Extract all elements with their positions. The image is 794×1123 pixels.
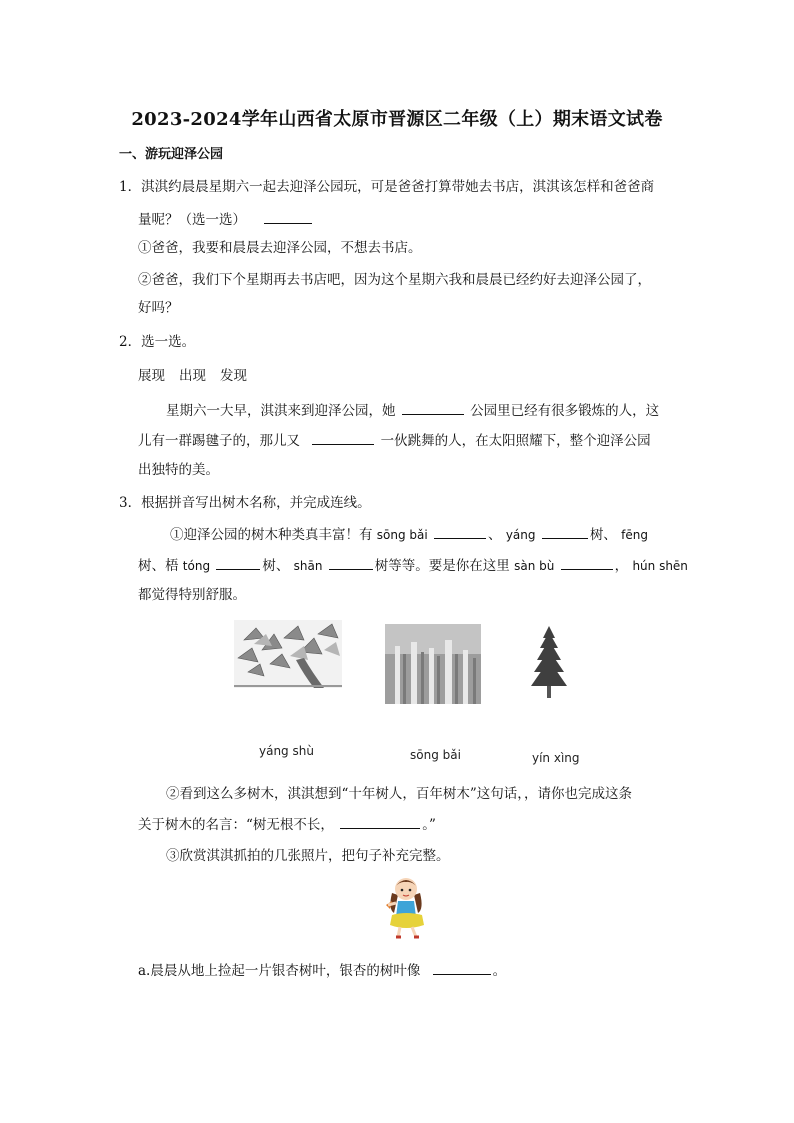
pinyin-tong: tóng xyxy=(182,559,211,573)
q3-sub-a-end: 。 xyxy=(492,963,507,979)
q1-option-2-line1: ②爸爸，我们下个星期再去书店吧，因为这个星期六我和晨晨已经约好去迎泽公园了， xyxy=(138,272,651,288)
q2-choice-1: 展现 xyxy=(138,368,165,384)
q3-s2-line2b: 。” xyxy=(422,817,436,833)
q3-s2-line2a: 关于树木的名言：“树无根不长， xyxy=(138,817,334,833)
q1-line2-text: 量呢？（选一选） xyxy=(138,212,246,228)
q1-line2 xyxy=(138,209,314,230)
q2-passage-line1 xyxy=(166,400,659,421)
pinyin-san-bu: sàn bù xyxy=(514,559,555,573)
q2-passage-line3: 出独特的美。 xyxy=(138,462,219,478)
blank-tong[interactable] xyxy=(216,555,260,570)
poplar-forest-photo xyxy=(385,624,481,704)
q2-choice-3: 发现 xyxy=(220,368,247,384)
q2-blank-2[interactable] xyxy=(312,430,374,445)
pinyin-yang: yáng xyxy=(505,528,536,542)
q2-p1a: 星期六一大早，淇淇来到迎泽公园，她 xyxy=(166,403,396,419)
q1-line1: 1．淇淇约晨晨星期六一起去迎泽公园玩，可是爸爸打算带她去书店，淇淇该怎样和爸爸商 xyxy=(119,179,655,195)
q3-heading: 3．根据拼音写出树木名称，并完成连线。 xyxy=(119,495,371,511)
q2-p2b: 一伙跳舞的人，在太阳照耀下，整个迎泽公园 xyxy=(380,433,651,449)
proverb-blank[interactable] xyxy=(340,814,420,829)
q3-s2-line1: ②看到这么多树木，淇淇想到“十年树人，百年树木”这句话，，请你也完成这条 xyxy=(166,786,633,802)
blank-shan[interactable] xyxy=(329,555,373,570)
blank-song-bai[interactable] xyxy=(434,524,486,539)
girl-illustration xyxy=(378,875,434,941)
q3-s2-line2 xyxy=(138,814,436,835)
q1-option-2-line2: 好吗？ xyxy=(138,300,179,316)
pine-tree-photo xyxy=(524,624,574,704)
section-heading: 一、游玩迎泽公园 xyxy=(119,147,224,162)
q2-p2a: 儿有一群踢毽子的，那儿又 xyxy=(138,433,300,449)
q3-s1-line2 xyxy=(138,555,688,576)
blank-yang[interactable] xyxy=(542,524,588,539)
q3-s1-line3: 都觉得特别舒服。 xyxy=(138,587,246,603)
q3-l2c: 树等等。要是你在这里 xyxy=(374,558,510,574)
q3-sub-a-text: a.晨晨从地上捡起一片银杏树叶，银杏的树叶像 xyxy=(138,963,421,979)
q1-option-1: ①爸爸，我要和晨晨去迎泽公园，不想去书店。 xyxy=(138,240,422,256)
pinyin-song-bai: sōng bǎi xyxy=(376,528,428,542)
pinyin-hun-shen: hún shēn xyxy=(632,559,688,573)
q3-l2b: 树、 xyxy=(262,558,290,574)
q2-blank-1[interactable] xyxy=(402,400,464,415)
blank-san-bu[interactable] xyxy=(561,555,613,570)
page-title: 2023-2024学年山西省太原市晋源区二年级（上）期末语文试卷 xyxy=(131,109,663,130)
q1-answer-blank[interactable] xyxy=(264,209,312,224)
pinyin-feng: fēng xyxy=(621,528,648,542)
caption-song-bai: sōng bǎi xyxy=(410,748,461,762)
ginkgo-leaf-blank[interactable] xyxy=(433,960,491,975)
q2-choice-2: 出现 xyxy=(179,368,206,384)
q2-p1b: 公园里已经有很多锻炼的人，这 xyxy=(470,403,660,419)
q2-passage-line2 xyxy=(138,430,651,451)
pinyin-shan: shān xyxy=(293,559,323,573)
q2-choices xyxy=(138,366,261,386)
q3-l2d: ， xyxy=(614,558,629,574)
q3-l1c: 树、 xyxy=(589,527,617,543)
q3-s1-line1 xyxy=(170,524,648,545)
q3-l1a: ①迎泽公园的树木种类真丰富！有 xyxy=(170,527,373,543)
ginkgo-leaves-photo xyxy=(234,620,342,688)
caption-yang-shu: yáng shù xyxy=(259,744,314,758)
q3-l1b: 、 xyxy=(488,527,502,543)
q2-heading: 2．选一选。 xyxy=(119,334,196,350)
q3-l2a: 树、梧 xyxy=(138,558,179,574)
caption-yin-xing: yín xìng xyxy=(532,751,580,765)
q3-s3: ③欣赏淇淇抓拍的几张照片，把句子补充完整。 xyxy=(166,848,450,864)
q3-sub-a xyxy=(138,960,506,981)
